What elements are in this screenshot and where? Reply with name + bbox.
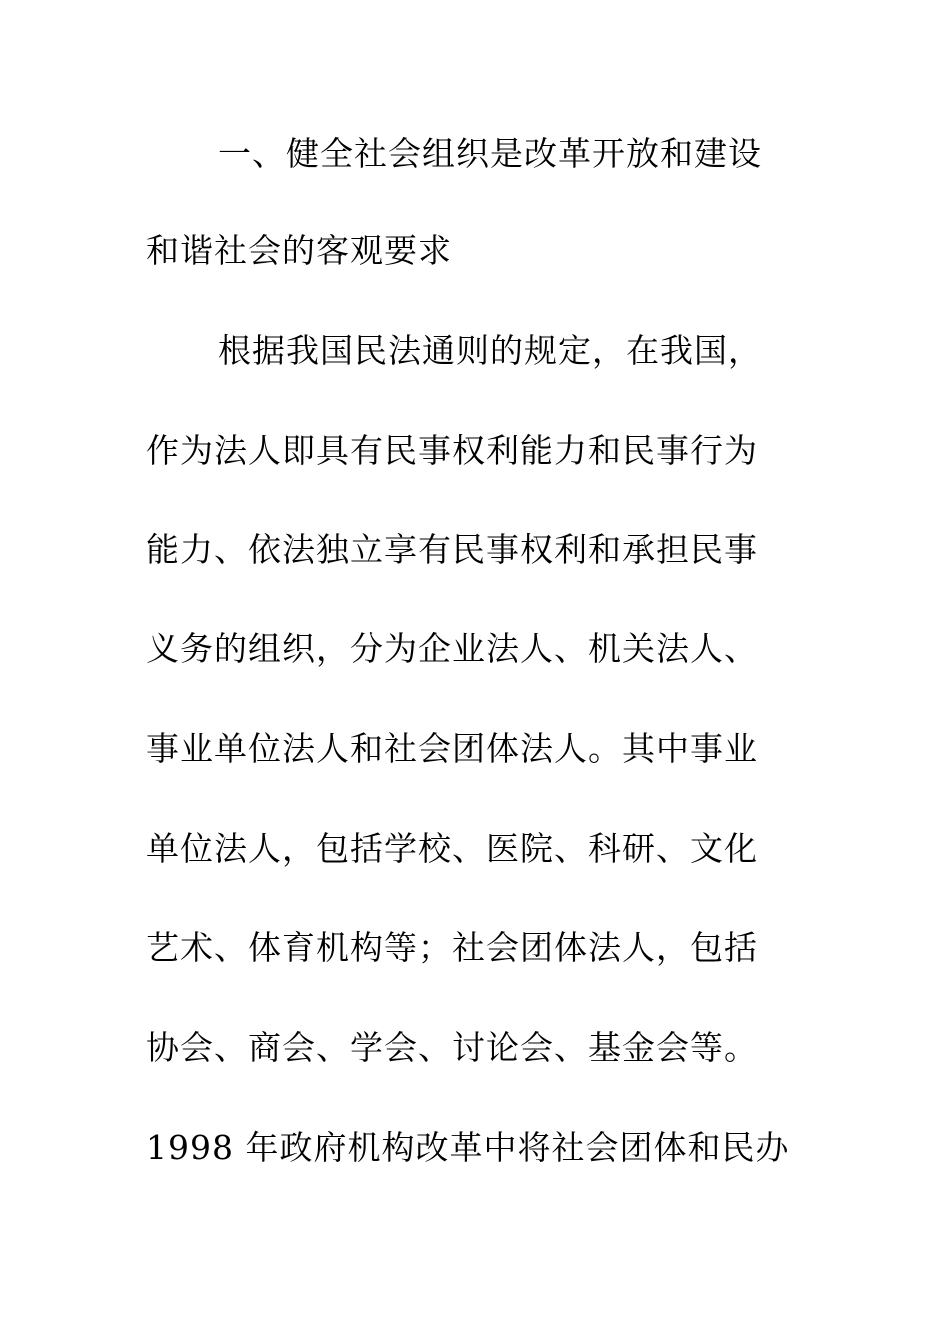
paragraph-line: 义务的组织，分为企业法人、机关法人、: [146, 629, 758, 668]
paragraph-line: 艺术、体育机构等；社会团体法人，包括: [146, 928, 758, 967]
paragraph-line: 作为法人即具有民事权利能力和民事行为: [146, 431, 758, 470]
paragraph-line: 协会、商会、学会、讨论会、基金会等。: [146, 1028, 758, 1067]
paragraph-line: 根据我国民法通则的规定，在我国，: [218, 331, 762, 370]
section-heading-line-2: 和谐社会的客观要求: [146, 231, 452, 270]
paragraph-line: 能力、依法独立享有民事权利和承担民事: [146, 530, 758, 569]
section-heading-line-1: 一、健全社会组织是改革开放和建设: [218, 134, 762, 173]
paragraph-line: 1998 年政府机构改革中将社会团体和民办: [146, 1128, 790, 1167]
paragraph-line: 单位法人，包括学校、医院、科研、文化: [146, 829, 758, 868]
paragraph-line: 事业单位法人和社会团体法人。其中事业: [146, 729, 758, 768]
